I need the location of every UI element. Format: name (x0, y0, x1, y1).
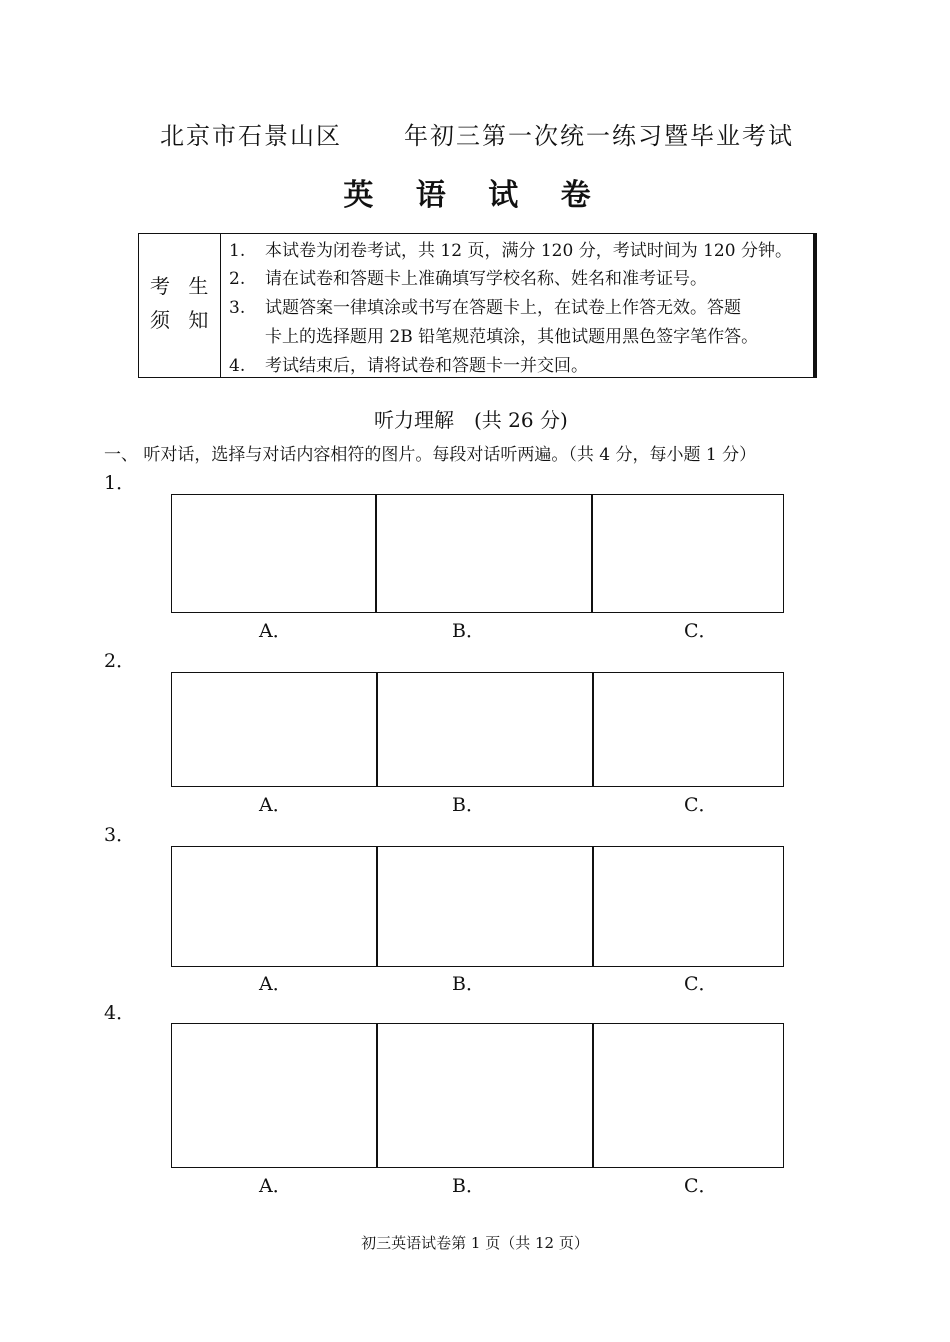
page-footer: 初三英语试卷第 1 页（共 12 页） (361, 1234, 589, 1252)
picture-divider (376, 1024, 378, 1167)
subject-title: 英 语 试 卷 (343, 178, 607, 213)
candidate-notice-box: 考 生 须 知 1. 本试卷为闭卷考试，共 12 页，满分 120 分，考试时间为 120 分钟。 2. 请在试卷和答题卡上准确填写学校名称、姓名和准考证号。 3. 试题答案一律填涂或书写在答题卡上，在试卷上作答无效。答题 卡上的选择题用 2B 铅笔规范填涂，其他试题用黑色签字笔作答。 4. 考试结束后，请将试卷和答题卡一并交回。 (138, 233, 817, 378)
option-label-b: B． (452, 620, 485, 642)
picture-divider (376, 847, 378, 966)
section-heading: 听力理解 (共 26 分) (374, 408, 568, 432)
exam-title-district: 北京市石景山区 (160, 122, 342, 150)
picture-divider (375, 495, 377, 612)
picture-divider (592, 673, 594, 786)
option-label-b: B． (452, 1175, 485, 1197)
option-label-c: C． (684, 620, 718, 642)
option-label-a: A． (259, 973, 292, 995)
option-label-c: C． (684, 973, 718, 995)
picture-options-row (171, 494, 784, 613)
option-label-c: C． (684, 1175, 718, 1197)
picture-divider (591, 495, 593, 612)
picture-divider (376, 673, 378, 786)
option-label-c: C． (684, 794, 718, 816)
option-label-a: A． (259, 1175, 292, 1197)
question-number: 3． (104, 824, 136, 846)
question-number: 2． (104, 650, 136, 672)
picture-divider (592, 1024, 594, 1167)
option-label-b: B． (452, 794, 485, 816)
notice-label-line1: 考 生 (150, 274, 215, 298)
notice-label (139, 234, 221, 377)
picture-options-row (171, 846, 784, 967)
question-number: 1． (104, 472, 136, 494)
option-label-b: B． (452, 973, 485, 995)
picture-options-row (171, 672, 784, 787)
option-label-a: A． (259, 794, 292, 816)
picture-divider (592, 847, 594, 966)
section-instruction: 一、 听对话，选择与对话内容相符的图片。每段对话听两遍。（共 4 分，每小题 1 分） (104, 445, 757, 465)
picture-options-row (171, 1023, 784, 1168)
exam-title-name: 年初三第一次统一练习暨毕业考试 (404, 122, 794, 150)
option-label-a: A． (259, 620, 292, 642)
question-number: 4． (104, 1002, 136, 1024)
exam-title (0, 112, 950, 152)
notice-label-line2: 须 知 (150, 308, 215, 332)
